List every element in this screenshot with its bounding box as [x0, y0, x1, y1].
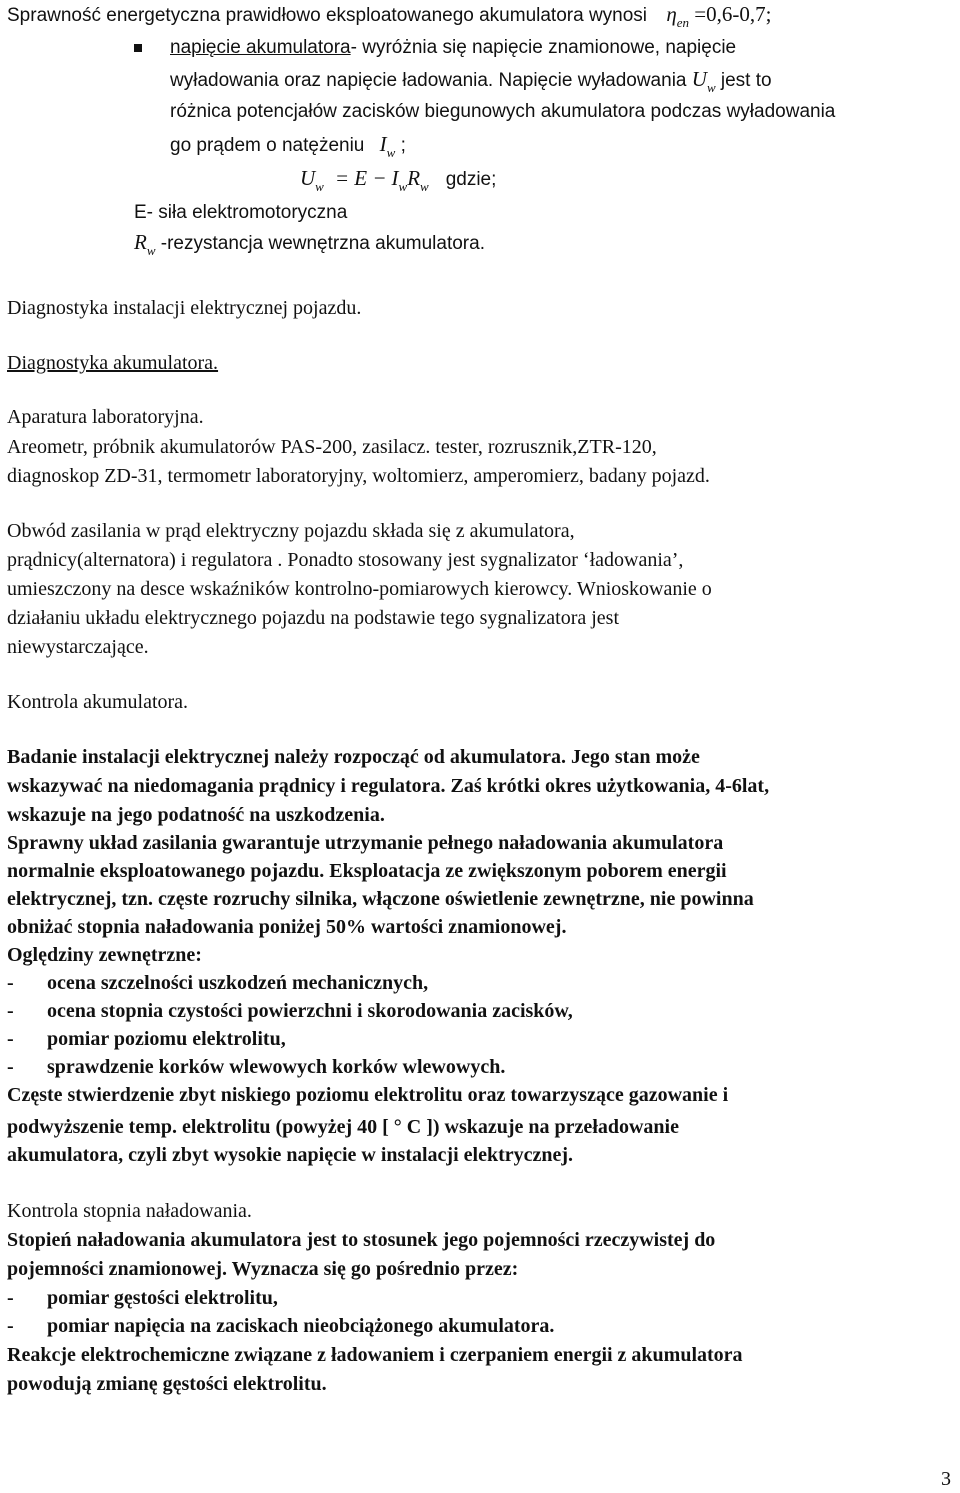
inspection-item: - ocena stopnia czystości powierzchni i skorodowania zacisków, — [7, 1000, 573, 1022]
heading-installation-diagnostics: Diagnostyka instalacji elektrycznej pojazdu. — [7, 297, 362, 319]
inspection-title: Oględziny zewnętrzne: — [7, 944, 202, 966]
voltage-link[interactable]: napięcie akumulatora — [170, 37, 351, 58]
circuit-line-4: działaniu układu elektrycznego pojazdu na podstawie tego sygnalizatora jest — [7, 607, 620, 629]
charge-item: - pomiar gęstości elektrolitu, — [7, 1287, 278, 1309]
equipment-line-2: diagnoskop ZD-31, termometr laboratoryjny, woltomierz, amperomierz, badany pojazd. — [7, 465, 710, 487]
equipment-line-1: Areometr, próbnik akumulatorów PAS-200, zasilacz. tester, rozrusznik,ZTR-120, — [7, 436, 657, 458]
bullet-icon — [134, 44, 142, 52]
circuit-line-3: umieszczony na desce wskaźników kontrolno-pomiarowych kierowcy. Wnioskowanie o — [7, 578, 712, 600]
reaction-line-1: Reakcje elektrochemiczne związane z ładowaniem i czerpaniem energii z akumulatora — [7, 1344, 743, 1366]
potential-line: różnica potencjałów zacisków biegunowych akumulatora podczas wyładowania — [170, 101, 836, 122]
circuit-line-5: niewystarczające. — [7, 636, 149, 658]
charge-line-2: pojemności znamionowej. Wyznacza się go pośrednio przez: — [7, 1258, 519, 1280]
check-line-2: wskazywać na niedomagania prądnicy i regulatora. Zaś krótki okres użytkowania, 4-6lat, — [7, 775, 770, 797]
check-line-1: Badanie instalacji elektrycznej należy rozpocząć od akumulatora. Jego stan może — [7, 746, 700, 768]
inspection-item: - pomiar poziomu elektrolitu, — [7, 1028, 286, 1050]
heading-lab-equipment: Aparatura laboratoryjna. — [7, 406, 204, 428]
voltage-equation: $U_w = E - I_wR_w$ gdzie; — [300, 166, 497, 194]
discharge-line: wyładowania oraz napięcie ładowania. Napięcie wyładowania $U_w$ jest to — [170, 67, 772, 95]
check-line-3: wskazuje na jego podatność na uszkodzenia. — [7, 804, 385, 826]
check-line-7: obniżać stopnia naładowania poniżej 50% wartości znamionowej. — [7, 916, 567, 938]
heading-battery-check: Kontrola akumulatora. — [7, 691, 189, 713]
check-line-4: Sprawny układ zasilania gwarantuje utrzymanie pełnego naładowania akumulatora — [7, 832, 724, 854]
circuit-line-2: prądnicy(alternatora) i regulatora . Ponadto stosowany jest sygnalizator ‘ładowania’, — [7, 549, 684, 571]
heading-battery-diagnostics[interactable]: Diagnostyka akumulatora. — [7, 352, 219, 374]
level-line-1: Częste stwierdzenie zbyt niskiego poziomu elektrolitu oraz towarzyszące gazowanie i — [7, 1084, 729, 1106]
circuit-line-1: Obwód zasilania w prąd elektryczny pojazdu składa się z akumulatora, — [7, 520, 575, 542]
inspection-item: - sprawdzenie korków wlewowych korków wlewowych. — [7, 1056, 506, 1078]
resistance-definition: $R_w$ -rezystancja wewnętrzna akumulatora. — [134, 230, 485, 258]
check-line-5: normalnie eksploatowanego pojazdu. Eksploatacja ze zwiększonym poborem energii — [7, 860, 727, 882]
emf-definition: E- siła elektromotoryczna — [134, 202, 348, 223]
reaction-line-2: powodują zmianę gęstości elektrolitu. — [7, 1373, 327, 1395]
inspection-item: - ocena szczelności uszkodzeń mechanicznych, — [7, 972, 429, 994]
current-line: go prądem o natężeniu $I_w$ ; — [170, 132, 406, 160]
charge-item: - pomiar napięcia na zaciskach nieobciążonego akumulatora. — [7, 1315, 555, 1337]
heading-charge-check: Kontrola stopnia naładowania. — [7, 1200, 252, 1222]
level-line-2: podwyższenie temp. elektrolitu (powyżej 40 [ ° C ]) wskazuje na przeładowanie — [7, 1116, 679, 1138]
charge-line-1: Stopień naładowania akumulatora jest to stosunek jego pojemności rzeczywistej do — [7, 1229, 716, 1251]
check-line-6: elektrycznej, tzn. częste rozruchy silnika, włączone oświetlenie zewnętrzne, nie powinna — [7, 888, 754, 910]
level-line-3: akumulatora, czyli zbyt wysokie napięcie w instalacji elektrycznej. — [7, 1144, 574, 1166]
efficiency-line: Sprawność energetyczna prawidłowo eksploatowanego akumulatora wynosi $\eta_{en} =0,6-0,7$; — [7, 2, 772, 30]
page-number: 3 — [941, 1468, 951, 1490]
voltage-line: napięcie akumulatora- wyróżnia się napięcie znamionowe, napięcie — [170, 37, 737, 58]
